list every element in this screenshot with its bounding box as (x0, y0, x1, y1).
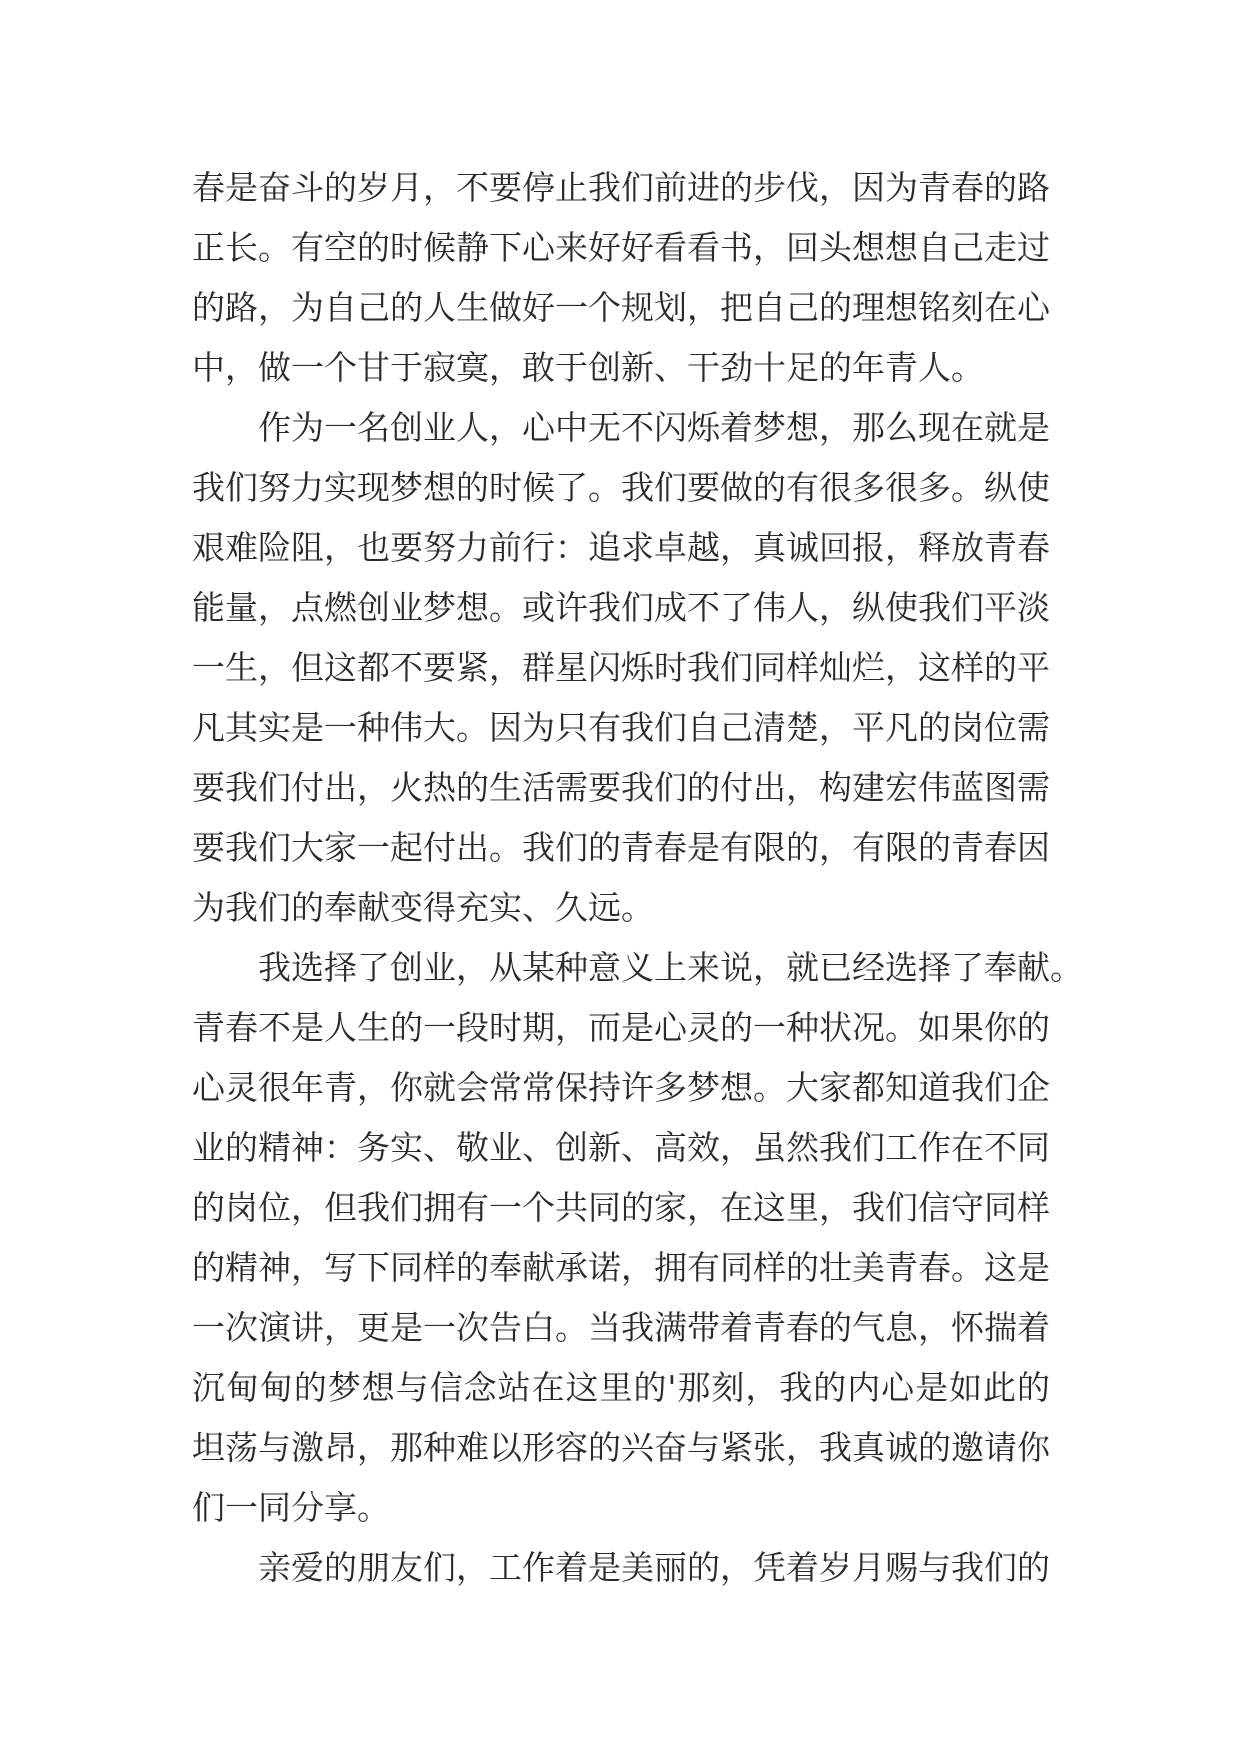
paragraph-2-line-1: 作为一名创业人，心中无不闪烁着梦想，那么现在就是 (258, 408, 1050, 447)
paragraph-3-line-9: 坦荡与激昂，那种难以形容的兴奋与紧张，我真诚的邀请你 (192, 1428, 1050, 1467)
paragraph-2-line-4: 能量，点燃创业梦想。或许我们成不了伟人，纵使我们平淡 (192, 588, 1050, 627)
paragraph-1-line-4: 中，做一个甘于寂寞，敢于创新、干劲十足的年青人。 (192, 348, 984, 387)
paragraph-2-line-9: 为我们的奉献变得充实、久远。 (192, 888, 654, 927)
paragraph-3-line-7: 一次演讲，更是一次告白。当我满带着青春的气息，怀揣着 (192, 1308, 1050, 1347)
paragraph-1-line-3: 的路，为自己的人生做好一个规划，把自己的理想铭刻在心 (192, 288, 1050, 327)
body-text (192, 158, 1083, 1598)
paragraph-3-line-2: 青春不是人生的一段时期，而是心灵的一种状况。如果你的 (192, 1008, 1050, 1047)
paragraph-2-line-6: 凡其实是一种伟大。因为只有我们自己清楚，平凡的岗位需 (192, 708, 1050, 747)
paragraph-3-line-3: 心灵很年青，你就会常常保持许多梦想。大家都知道我们企 (192, 1068, 1050, 1107)
paragraph-3-line-10: 们一同分享。 (192, 1488, 390, 1527)
paragraph-1-line-2: 正长。有空的时候静下心来好好看看书，回头想想自己走过 (192, 228, 1050, 267)
paragraph-2-line-5: 一生，但这都不要紧，群星闪烁时我们同样灿烂，这样的平 (192, 648, 1050, 687)
paragraph-3-line-8: 沉甸甸的梦想与信念站在这里的'那刻，我的内心是如此的 (192, 1368, 1050, 1407)
paragraph-2-line-7: 要我们付出，火热的生活需要我们的付出，构建宏伟蓝图需 (192, 768, 1050, 807)
paragraph-3-line-4: 业的精神：务实、敬业、创新、高效，虽然我们工作在不同 (192, 1128, 1050, 1167)
paragraph-2-line-2: 我们努力实现梦想的时候了。我们要做的有很多很多。纵使 (192, 468, 1050, 507)
paragraph-2-line-8: 要我们大家一起付出。我们的青春是有限的，有限的青春因 (192, 828, 1050, 867)
paragraph-4-line-1: 亲爱的朋友们，工作着是美丽的，凭着岁月赐与我们的 (258, 1548, 1050, 1587)
paragraph-3-line-6: 的精神，写下同样的奉献承诺，拥有同样的壮美青春。这是 (192, 1248, 1050, 1287)
paragraph-3-line-1: 我选择了创业，从某种意义上来说，就已经选择了奉献。 (258, 948, 1083, 987)
paragraph-1-line-1: 春是奋斗的岁月，不要停止我们前进的步伐，因为青春的路 (192, 168, 1050, 207)
paragraph-3-line-5: 的岗位，但我们拥有一个共同的家，在这里，我们信守同样 (192, 1188, 1050, 1227)
paragraph-2-line-3: 艰难险阻，也要努力前行：追求卓越，真诚回报，释放青春 (192, 528, 1050, 567)
